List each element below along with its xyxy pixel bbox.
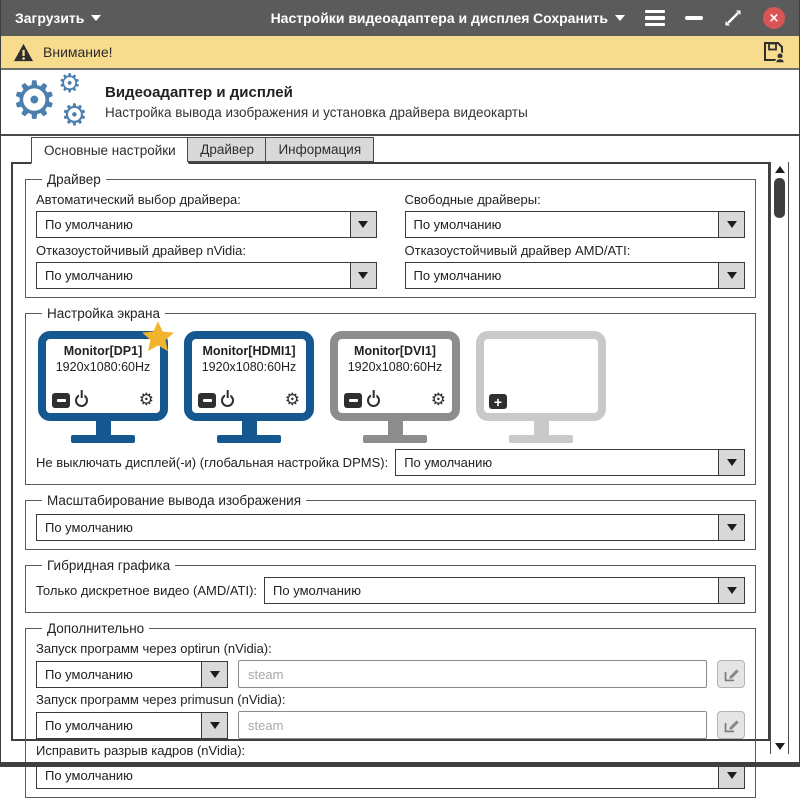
group-scaling-legend: Масштабирование вывода изображения [47, 493, 302, 508]
tearing-label: Исправить разрыв кадров (nVidia): [36, 743, 246, 758]
tab-driver[interactable]: Драйвер [187, 137, 267, 162]
save-menu-button[interactable] [533, 10, 625, 26]
save-profile-icon[interactable] [761, 39, 787, 65]
window-bottom-edge [1, 762, 799, 767]
monitor-name: Monitor[HDMI1] [202, 344, 296, 358]
dropdown-arrow-icon[interactable] [201, 713, 227, 738]
primusun-program-input[interactable] [238, 711, 707, 739]
monitor-card-dp1[interactable] [38, 331, 168, 443]
page-header [1, 70, 799, 136]
dropdown-arrow-icon[interactable] [718, 212, 744, 237]
failsafe-nvidia-select[interactable]: По умолчанию [36, 262, 377, 289]
group-driver-legend: Драйвер [47, 172, 101, 187]
group-screen-legend: Настройка экрана [47, 306, 160, 321]
auto-driver-select[interactable]: По умолчанию [36, 211, 377, 238]
save-menu-label: Сохранить [533, 10, 608, 26]
dropdown-arrow-icon[interactable] [350, 263, 376, 288]
page-subtitle: Настройка вывода изображения и установка драйвера видеокарты [105, 105, 528, 120]
group-screen [25, 306, 756, 485]
optirun-label: Запуск программ через optirun (nVidia): [36, 641, 272, 656]
monitor-name: Monitor[DVI1] [354, 344, 436, 358]
failsafe-amd-select[interactable]: По умолчанию [405, 262, 746, 289]
hybrid-label: Только дискретное видео (AMD/ATI): [36, 583, 258, 598]
monitor-name: Monitor[DP1] [63, 344, 143, 358]
dpms-select[interactable]: По умолчанию [395, 449, 745, 476]
group-scaling [25, 493, 756, 550]
dropdown-arrow-icon[interactable] [350, 212, 376, 237]
scrollbar-thumb[interactable] [774, 178, 785, 218]
group-extra-legend: Дополнительно [47, 621, 145, 636]
scroll-up-icon[interactable] [775, 166, 785, 173]
group-hybrid [25, 558, 756, 613]
close-button[interactable]: × [763, 7, 785, 29]
field-label: Отказоустойчивый драйвер nVidia: [36, 243, 246, 258]
edit-pencil-icon [723, 717, 740, 734]
tab-information[interactable]: Информация [265, 137, 374, 162]
hamburger-menu-icon[interactable] [645, 10, 665, 27]
settings-panel [11, 162, 770, 783]
monitor-power-icon[interactable] [221, 394, 234, 407]
dropdown-arrow-icon[interactable] [718, 515, 744, 540]
scroll-down-icon[interactable] [775, 743, 785, 750]
monitor-resolution: 1920x1080:60Hz [55, 360, 151, 374]
monitor-card-dvi1[interactable] [330, 331, 460, 443]
monitor-power-icon[interactable] [367, 394, 380, 407]
dropdown-arrow-icon[interactable] [718, 450, 744, 475]
gears-icon: ⚙ ⚙ ⚙ [11, 69, 88, 133]
load-menu-button[interactable] [15, 10, 101, 26]
scaling-select[interactable]: По умолчанию [36, 514, 745, 541]
group-driver [25, 172, 756, 298]
monitor-power-icon[interactable] [75, 394, 88, 407]
optirun-program-input[interactable] [238, 660, 707, 688]
page-title: Видеоадаптер и дисплей [105, 84, 293, 101]
dpms-label: Не выключать дисплей(-и) (глобальная настройка DPMS): [36, 455, 389, 470]
group-hybrid-legend: Гибридная графика [47, 558, 171, 573]
optirun-edit-button[interactable] [717, 660, 745, 688]
optirun-select[interactable]: По умолчанию [36, 661, 228, 688]
monitor-settings-icon[interactable]: ⚙ [138, 390, 154, 410]
warning-text: Внимание! [43, 44, 113, 60]
dropdown-arrow-icon[interactable] [201, 662, 227, 687]
caret-down-icon [615, 15, 625, 21]
edit-pencil-icon [723, 666, 740, 683]
group-extra [25, 621, 756, 798]
vertical-scrollbar[interactable] [770, 162, 789, 754]
warning-triangle-icon [13, 43, 34, 62]
warning-bar [1, 36, 799, 70]
monitor-resolution: 1920x1080:60Hz [347, 360, 443, 374]
primary-star-icon [140, 319, 176, 355]
dropdown-arrow-icon[interactable] [718, 263, 744, 288]
monitor-disable-icon[interactable] [198, 393, 216, 408]
window-title: Настройки видеоадаптера и дисплея [270, 10, 530, 26]
monitor-disable-icon[interactable] [344, 393, 362, 408]
monitor-settings-icon[interactable]: ⚙ [430, 390, 446, 410]
monitor-card-hdmi1[interactable] [184, 331, 314, 443]
monitor-settings-icon[interactable]: ⚙ [284, 390, 300, 410]
minimize-button[interactable] [685, 16, 703, 20]
caret-down-icon [91, 15, 101, 21]
field-label: Автоматический выбор драйвера: [36, 192, 241, 207]
titlebar [1, 0, 799, 36]
primusun-label: Запуск программ через primusun (nVidia): [36, 692, 286, 707]
tab-bar [1, 136, 799, 162]
primusun-select[interactable]: По умолчанию [36, 712, 228, 739]
discrete-video-select[interactable]: По умолчанию [264, 577, 745, 604]
monitor-disable-icon[interactable] [52, 393, 70, 408]
load-menu-label: Загрузить [15, 10, 85, 26]
monitor-card-add[interactable] [476, 331, 606, 443]
field-label: Отказоустойчивый драйвер AMD/ATI: [404, 243, 631, 258]
monitor-resolution: 1920x1080:60Hz [201, 360, 297, 374]
dropdown-arrow-icon[interactable] [718, 578, 744, 603]
maximize-icon[interactable] [723, 8, 743, 28]
free-drivers-select[interactable]: По умолчанию [405, 211, 746, 238]
tab-main-settings[interactable]: Основные настройки [31, 137, 189, 164]
add-monitor-icon[interactable]: + [489, 394, 507, 409]
field-label: Свободные драйверы: [404, 192, 541, 207]
primusun-edit-button[interactable] [717, 711, 745, 739]
tearing-select[interactable]: По умолчанию [36, 762, 745, 789]
